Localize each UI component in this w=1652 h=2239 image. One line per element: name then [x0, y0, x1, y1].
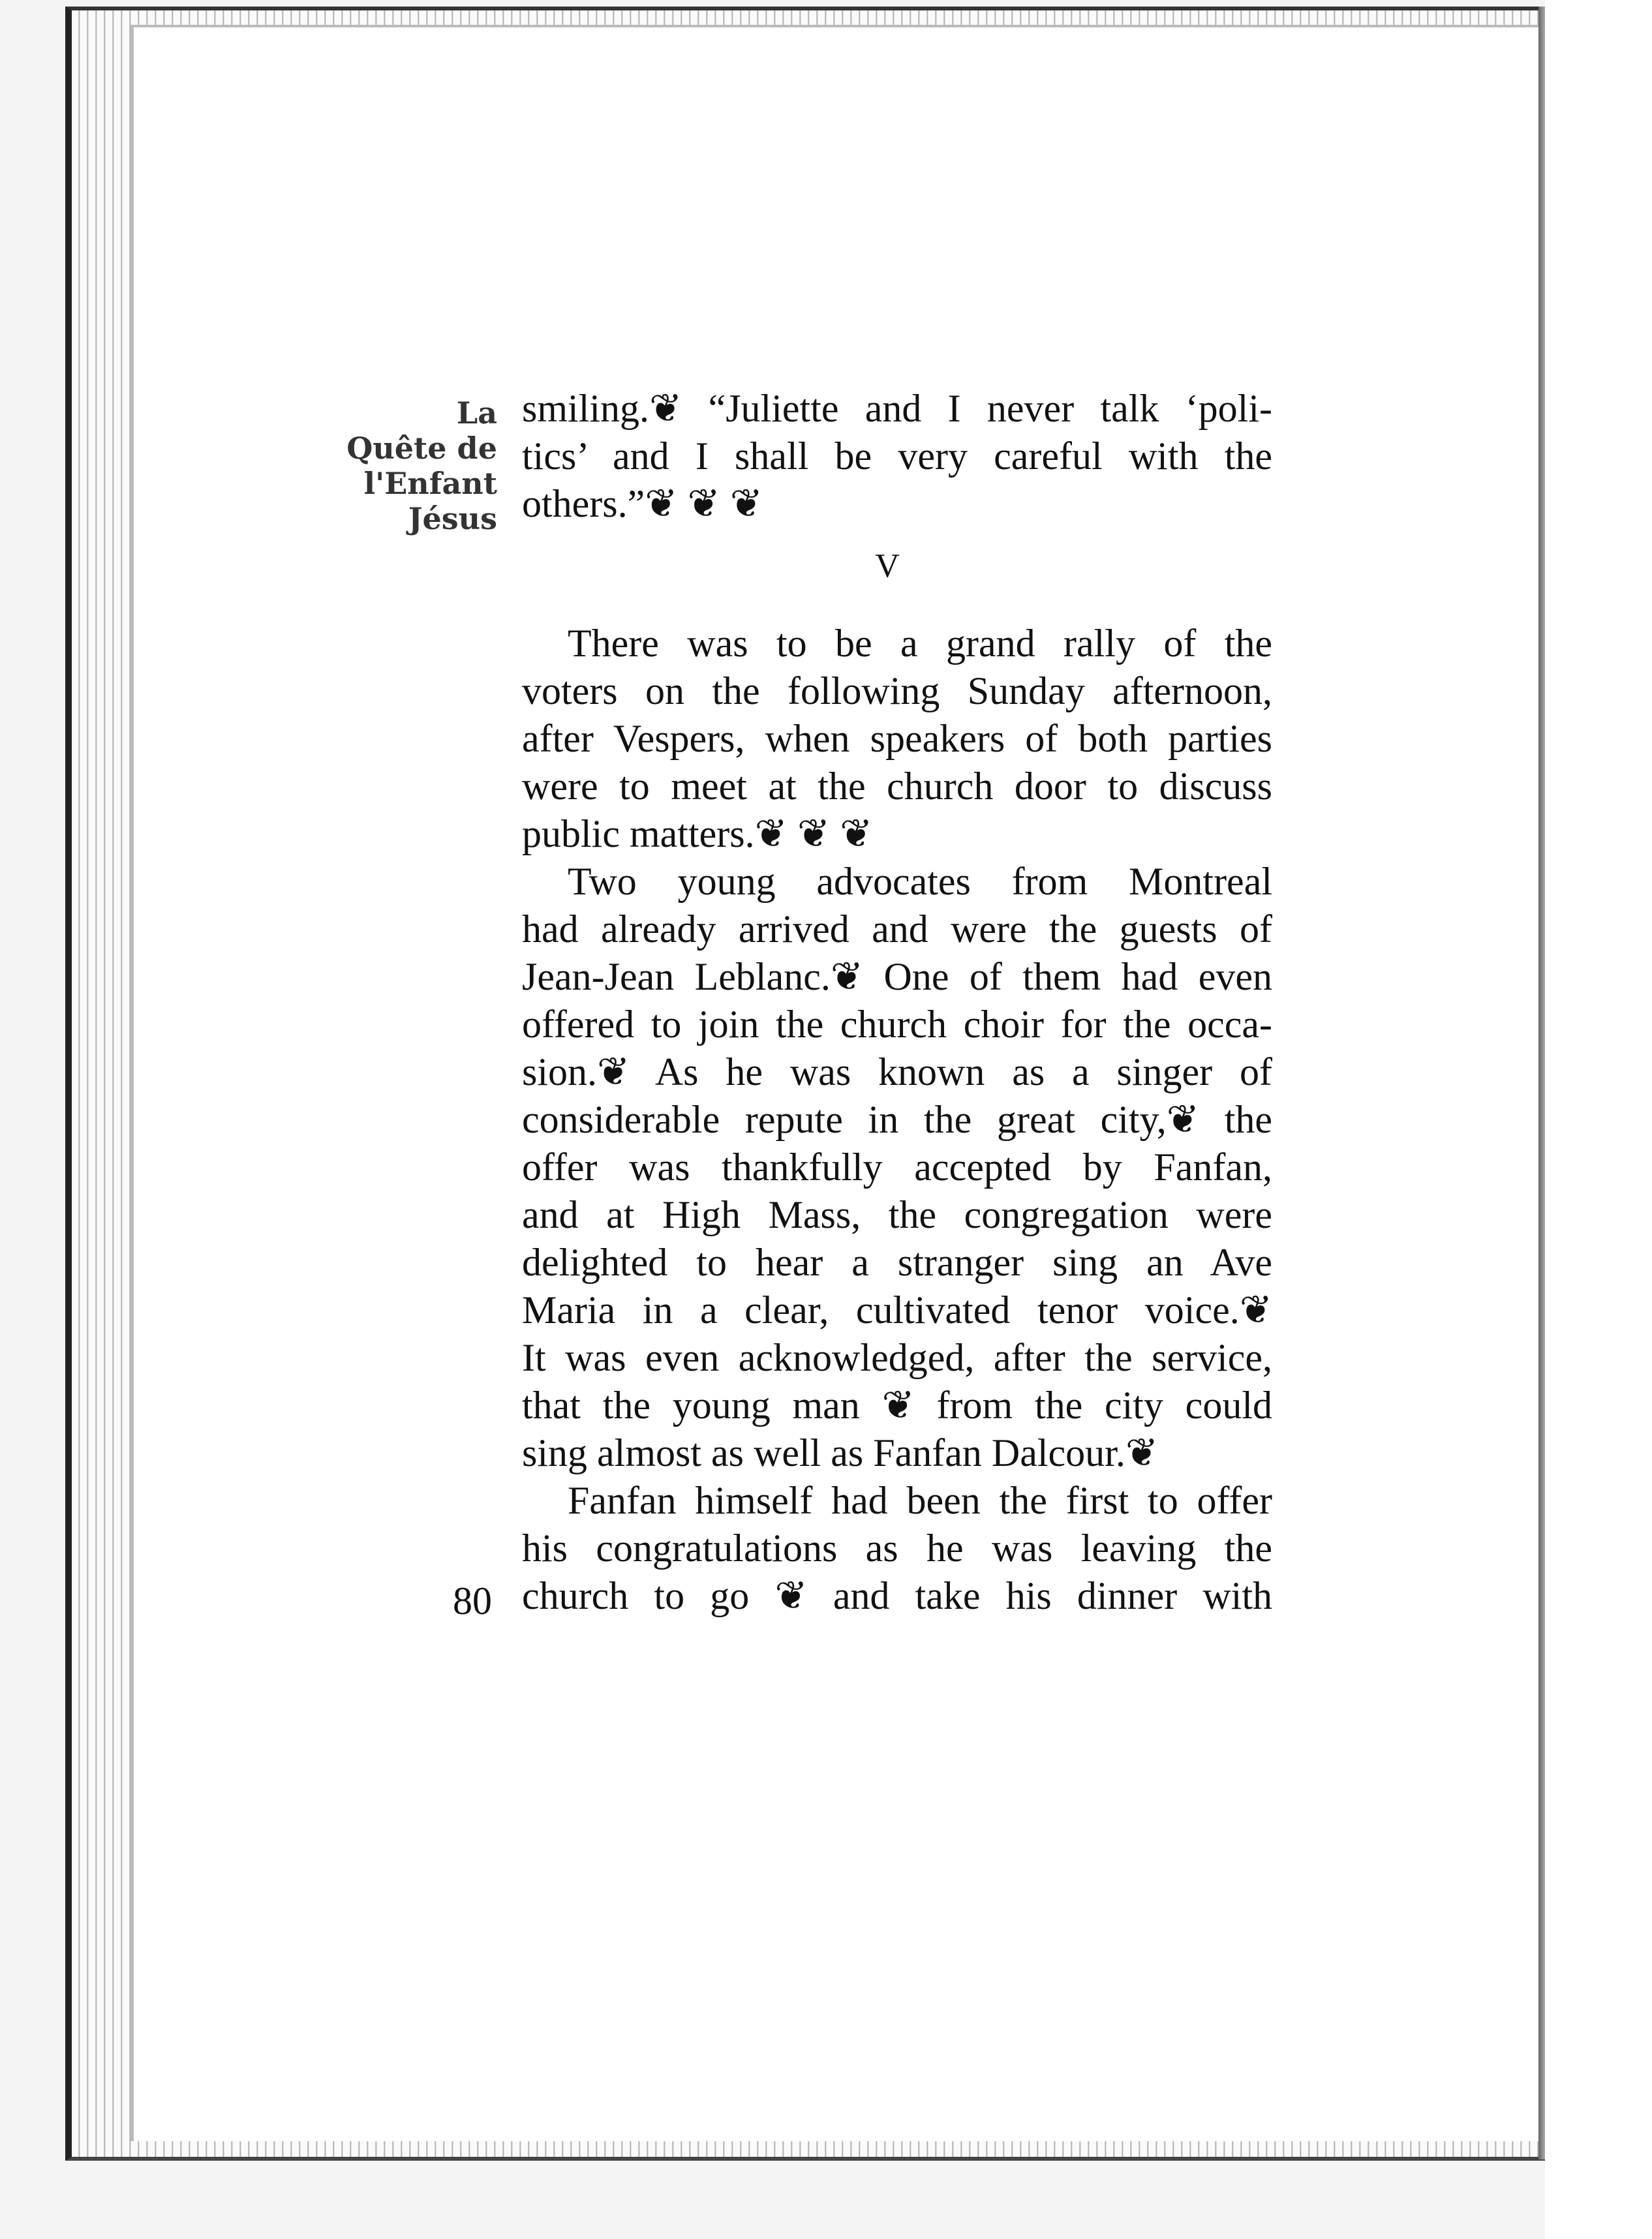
- text-line: voters on the following Sunday afternoon,: [522, 669, 1272, 712]
- text-line: Two young advocates from Montreal: [568, 860, 1272, 903]
- side-title-line: Quête de: [346, 431, 497, 466]
- text-line: church to go ❦ and take his dinner with: [522, 1574, 1272, 1617]
- text-line: sion.❦ As he was known as a singer of: [522, 1050, 1272, 1093]
- text-line: and at High Mass, the congregation were: [522, 1193, 1272, 1236]
- text-line: offer was thankfully accepted by Fanfan,: [522, 1146, 1272, 1189]
- facing-page: [1545, 0, 1652, 2239]
- side-title-line: La: [456, 395, 497, 431]
- text-line: that the young man ❦ from the city could: [522, 1384, 1272, 1427]
- text-line: had already arrived and were the guests of: [522, 907, 1272, 951]
- text-line: public matters.❦ ❦ ❦: [522, 812, 873, 855]
- text-line: There was to be a grand rally of the: [568, 622, 1272, 665]
- text-line: offered to join the church choir for the occa-: [522, 1003, 1272, 1046]
- text-line: Maria in a clear, cultivated tenor voice.❦: [522, 1288, 1272, 1332]
- book-gutter: [1538, 7, 1545, 2159]
- text-line: sing almost as well as Fanfan Dalcour.❦: [522, 1431, 1159, 1474]
- body-text-main: [522, 620, 1272, 1620]
- side-title: [339, 395, 497, 536]
- page-number: 80: [453, 1579, 492, 1622]
- text-line: after Vespers, when speakers of both parties: [522, 717, 1272, 760]
- text-line: It was even acknowledged, after the service,: [522, 1336, 1272, 1379]
- section-heading: V: [875, 547, 900, 585]
- text-line: considerable repute in the great city,❦ the: [522, 1098, 1272, 1141]
- text-line: Fanfan himself had been the first to offer: [568, 1479, 1272, 1522]
- text-line: his congratulations as he was leaving the: [522, 1527, 1272, 1570]
- text-line: delighted to hear a stranger sing an Ave: [522, 1241, 1272, 1284]
- text-line: tics’ and I shall be very careful with the: [522, 434, 1272, 478]
- side-title-line: l'Enfant: [363, 466, 497, 501]
- side-title-line: Jésus: [408, 501, 497, 536]
- text-line: Jean-Jean Leblanc.❦ One of them had even: [522, 955, 1272, 998]
- text-line: were to meet at the church door to discuss: [522, 765, 1272, 808]
- body-text-top: [522, 385, 1272, 528]
- text-line: others.”❦ ❦ ❦: [522, 482, 763, 525]
- text-line: smiling.❦ “Juliette and I never talk ‘poli-: [522, 387, 1272, 430]
